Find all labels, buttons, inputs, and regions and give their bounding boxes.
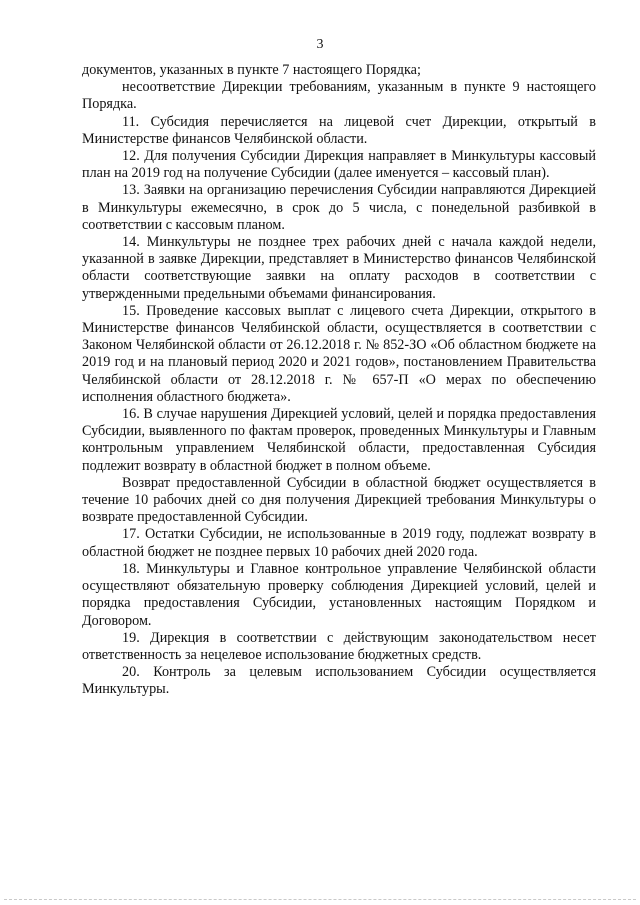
paragraph-item-11: 11. Субсидия перечисляется на лицевой счет Дирекции, открытый в Министерстве финансов Челябинской области.	[82, 113, 596, 147]
paragraph-item-18: 18. Минкультуры и Главное контрольное управление Челябинской области осуществляют обязательную проверку соблюдения Дирекцией условий, целей и порядка предоставления Субсидии, установленных настоящим Порядком и Договором.	[82, 560, 596, 629]
paragraph-item-13: 13. Заявки на организацию перечисления Субсидии направляются Дирекцией в Минкультуры ежемесячно, в срок до 5 числа, с понедельной разбивкой в соответствии с кассовым планом.	[82, 182, 596, 233]
scan-bottom-edge	[4, 899, 636, 900]
paragraph-item-12: 12. Для получения Субсидии Дирекция направляет в Минкультуры кассовый план на 2019 год на получение Субсидии (далее именуется – кассовый план).	[82, 148, 596, 182]
paragraph-item-20: 20. Контроль за целевым использованием Субсидии осуществляется Минкультуры.	[82, 664, 596, 698]
paragraph-item-15: 15. Проведение кассовых выплат с лицевого счета Дирекции, открытого в Министерстве финансов Челябинской области, осуществляется в соответствии с Законом Челябинской области от 26.12.2018 г. № 852-ЗО «Об областном бюджете на 2019 год и на плановый период 2020 и 2021 годов», постановлением Правительства Челябинской области от 28.12.2018 г. № 657-П «О мерах по обеспечению исполнения областного бюджета».	[82, 302, 596, 405]
paragraph-item-14: 14. Минкультуры не позднее трех рабочих дней с начала каждой недели, указанной в заявке Дирекции, представляет в Министерство финансов Челябинской области соответствующие заявки на оплату расходов в соответствии с утвержденными предельными объемами финансирования.	[82, 234, 596, 302]
paragraph-continuation: документов, указанных в пункте 7 настоящего Порядка;	[82, 62, 421, 78]
paragraph-item-19: 19. Дирекция в соответствии с действующим законодательством несет ответственность за нецелевое использование бюджетных средств.	[82, 629, 596, 663]
page-number: 3	[316, 37, 324, 52]
paragraph-item-17: 17. Остатки Субсидии, не использованные в 2019 году, подлежат возврату в областной бюджет не позднее первых 10 рабочих дней 2020 года.	[82, 526, 596, 560]
paragraph-refund: Возврат предоставленной Субсидии в областной бюджет осуществляется в течение 10 рабочих дней со дня получения Дирекцией требования Минкультуры о возврате предоставленной Субсидии.	[82, 474, 596, 526]
paragraph-inconsistency-clause: несоответствие Дирекции требованиям, указанным в пункте 9 настоящего Порядка.	[82, 79, 596, 113]
paragraph-item-16: 16. В случае нарушения Дирекцией условий, целей и порядка предоставления Субсидии, выявленного по фактам проверок, проведенных Минкультуры и Главным контрольным управлением Челябинской области, предоставленная Субсидия подлежит возврату в областной бюджет в полном объеме.	[82, 406, 596, 474]
document-body	[82, 62, 596, 699]
